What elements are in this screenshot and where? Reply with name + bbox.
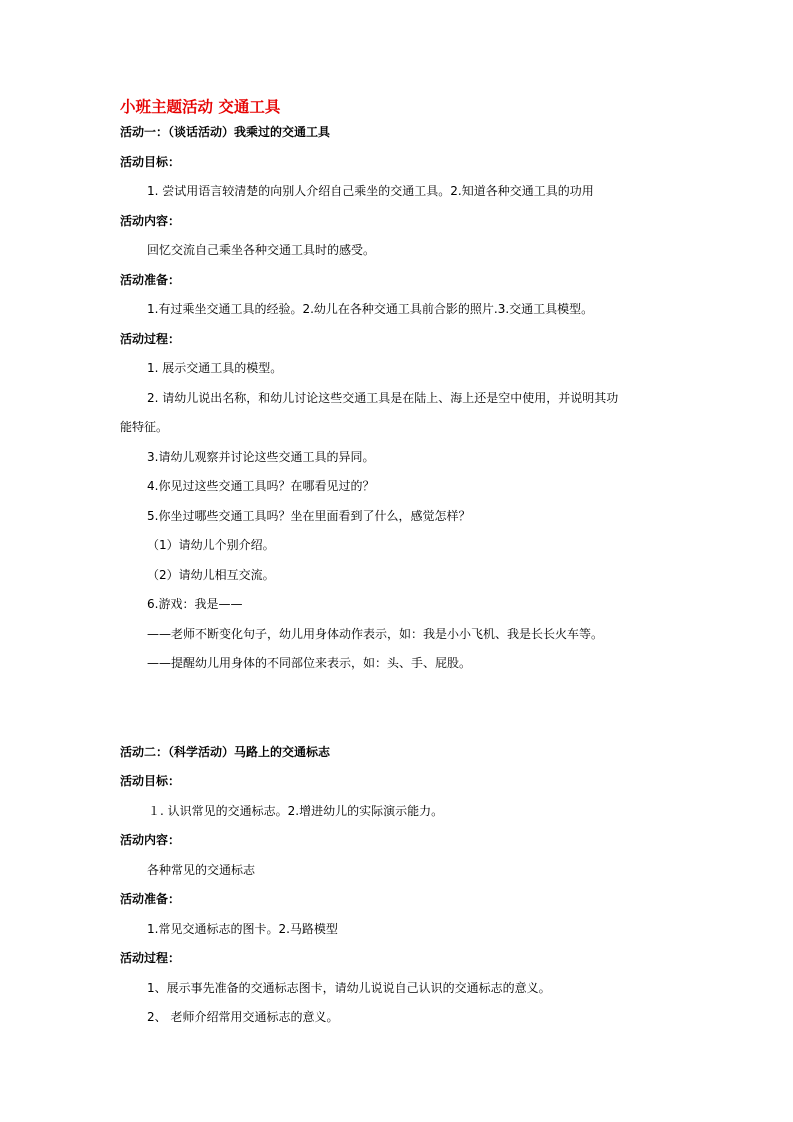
activity-two-content-text: 各种常见的交通标志 <box>147 862 256 877</box>
activity-two-goal-text: １. 认识常见的交通标志。2.增进幼儿的实际演示能力。 <box>148 803 444 818</box>
activity-two-heading: 活动二：（科学活动）马路上的交通标志 <box>120 744 331 759</box>
activity-one-step: 5.你坐过哪些交通工具吗？坐在里面看到了什么，感觉怎样？ <box>147 508 471 523</box>
activity-one-content-text: 回忆交流自己乘坐各种交通工具时的感受。 <box>147 243 376 257</box>
activity-one-step: 2. 请幼儿说出名称，和幼儿讨论这些交通工具是在陆上、海上还是空中使用，并说明其功 <box>147 390 619 405</box>
activity-one-step-continued: 能特征。 <box>120 420 169 434</box>
activity-two-section <box>120 738 680 1033</box>
activity-one-substep: （1）请幼儿个别介绍。 <box>147 538 275 552</box>
activity-two-prep-label: 活动准备： <box>120 892 181 906</box>
activity-one-substep: （2）请幼儿相互交流。 <box>147 567 275 582</box>
section-spacer <box>120 679 680 738</box>
activity-one-content-label: 活动内容： <box>120 213 181 228</box>
activity-one-process-label: 活动过程： <box>120 331 181 346</box>
activity-one-goal-text: 1. 尝试用语言较清楚的向别人介绍自己乘坐的交通工具。2.知道各种交通工具的功用 <box>147 184 594 198</box>
activity-two-step: 2、 老师介绍常用交通标志的意义。 <box>147 1010 339 1024</box>
activity-one-step: 1. 展示交通工具的模型。 <box>147 361 283 375</box>
activity-two-goal-label: 活动目标： <box>120 774 181 788</box>
activity-one-section <box>120 118 680 679</box>
activity-two-content-label: 活动内容： <box>120 833 181 847</box>
activity-one-prep-text: 1.有过乘坐交通工具的经验。2.幼儿在各种交通工具前合影的照片.3.交通工具模型。 <box>147 302 594 316</box>
activity-one-step: ——提醒幼儿用身体的不同部位来表示，如：头、手、屁股。 <box>147 656 472 670</box>
activity-one-prep-label: 活动准备： <box>120 272 181 287</box>
activity-one-step: 3.请幼儿观察并讨论这些交通工具的异同。 <box>147 449 375 464</box>
activity-one-step: ——老师不断变化句子，幼儿用身体动作表示，如：我是小小飞机、我是长长火车等。 <box>147 626 604 641</box>
activity-two-prep-text: 1.常见交通标志的图卡。2.马路模型 <box>147 921 338 936</box>
document-page <box>120 96 680 1033</box>
activity-one-step: 6.游戏：我是—— <box>147 597 243 611</box>
activity-two-step: 1、展示事先准备的交通标志图卡，请幼儿说说自己认识的交通标志的意义。 <box>147 980 551 995</box>
activity-two-process-label: 活动过程： <box>120 951 181 965</box>
activity-one-heading: 活动一：（谈话活动）我乘过的交通工具 <box>120 125 331 139</box>
document-title: 小班主题活动 交通工具 <box>120 97 281 116</box>
activity-one-step: 4.你见过这些交通工具吗？在哪看见过的？ <box>147 479 375 493</box>
activity-one-goal-label: 活动目标： <box>120 154 181 169</box>
